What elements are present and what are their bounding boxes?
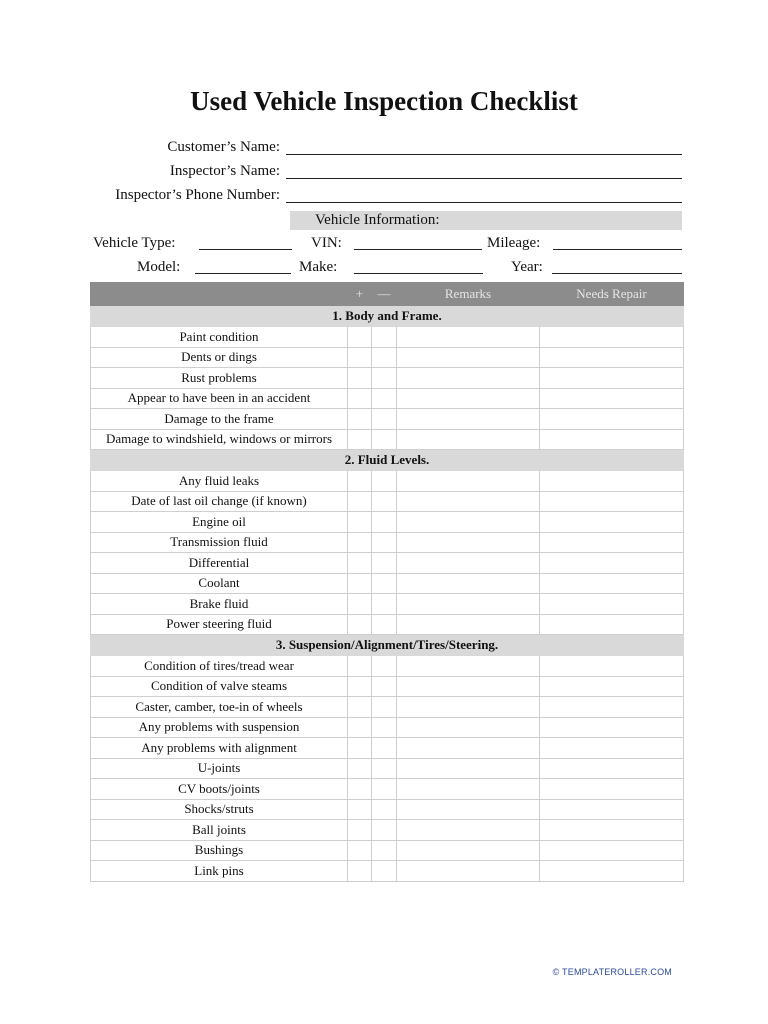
minus-cell[interactable] [372,656,397,677]
needs-repair-cell[interactable] [540,676,684,697]
needs-repair-cell[interactable] [540,532,684,553]
needs-repair-cell[interactable] [540,347,684,368]
minus-cell[interactable] [372,553,397,574]
table-row [91,738,684,759]
needs-repair-cell[interactable] [540,717,684,738]
section-title: 2. Fluid Levels. [91,450,684,471]
minus-cell[interactable] [372,676,397,697]
mileage-label: Mileage: [487,235,541,251]
inspector-phone-field[interactable] [90,182,682,206]
plus-cell[interactable] [348,573,372,594]
mileage-line[interactable] [553,249,682,250]
minus-cell[interactable] [372,471,397,492]
minus-cell[interactable] [372,512,397,533]
table-row [91,861,684,882]
remarks-cell[interactable] [397,409,540,430]
needs-repair-cell[interactable] [540,594,684,615]
needs-repair-cell[interactable] [540,471,684,492]
header-item [91,283,348,306]
remarks-cell[interactable] [397,676,540,697]
needs-repair-cell[interactable] [540,614,684,635]
remarks-cell[interactable] [397,697,540,718]
vehicle-info-spacer [90,211,290,230]
remarks-cell[interactable] [397,512,540,533]
customer-name-line[interactable] [286,154,682,155]
plus-cell[interactable] [348,553,372,574]
remarks-cell[interactable] [397,327,540,348]
plus-cell[interactable] [348,840,372,861]
minus-cell[interactable] [372,840,397,861]
item-label: Power steering fluid [91,614,348,635]
table-header-row [91,283,684,306]
inspector-phone-line[interactable] [286,202,682,203]
needs-repair-cell[interactable] [540,779,684,800]
plus-cell[interactable] [348,738,372,759]
make-label: Make: [299,259,338,275]
minus-cell[interactable] [372,429,397,450]
plus-cell[interactable] [348,409,372,430]
year-label: Year: [511,259,543,275]
table-row [91,799,684,820]
plus-cell[interactable] [348,532,372,553]
needs-repair-cell[interactable] [540,840,684,861]
plus-cell[interactable] [348,327,372,348]
item-label: Brake fluid [91,594,348,615]
inspector-name-line[interactable] [286,178,682,179]
remarks-cell[interactable] [397,429,540,450]
inspection-table [90,282,684,882]
table-row [91,471,684,492]
remarks-cell[interactable] [397,758,540,779]
header-minus: — [372,283,397,306]
table-row [91,327,684,348]
table-row [91,840,684,861]
remarks-cell[interactable] [397,368,540,389]
inspector-name-label: Inspector’s Name: [169,163,280,179]
section-row [91,635,684,656]
vehicle-type-label: Vehicle Type: [93,235,176,251]
minus-cell[interactable] [372,347,397,368]
minus-cell[interactable] [372,532,397,553]
minus-cell[interactable] [372,409,397,430]
remarks-cell[interactable] [397,656,540,677]
make-line[interactable] [354,273,483,274]
minus-cell[interactable] [372,327,397,348]
needs-repair-cell[interactable] [540,738,684,759]
vehicle-type-line[interactable] [199,249,292,250]
footer-copyright: © TEMPLATEROLLER.COM [552,967,672,977]
remarks-cell[interactable] [397,614,540,635]
model-line[interactable] [195,273,291,274]
section-row [91,450,684,471]
minus-cell[interactable] [372,368,397,389]
remarks-cell[interactable] [397,553,540,574]
inspector-name-field[interactable] [90,158,682,182]
customer-name-field[interactable] [90,134,682,158]
table-row [91,409,684,430]
section-title: 1. Body and Frame. [91,306,684,327]
item-label: Ball joints [91,820,348,841]
needs-repair-cell[interactable] [540,388,684,409]
plus-cell[interactable] [348,491,372,512]
vehicle-row-2 [90,256,682,278]
needs-repair-cell[interactable] [540,553,684,574]
item-label: Engine oil [91,512,348,533]
model-label: Model: [137,259,181,275]
header-remarks: Remarks [397,283,540,306]
plus-cell[interactable] [348,758,372,779]
remarks-cell[interactable] [397,388,540,409]
minus-cell[interactable] [372,758,397,779]
plus-cell[interactable] [348,429,372,450]
minus-cell[interactable] [372,861,397,882]
plus-cell[interactable] [348,388,372,409]
vehicle-row-1 [90,232,682,254]
needs-repair-cell[interactable] [540,409,684,430]
remarks-cell[interactable] [397,532,540,553]
plus-cell[interactable] [348,717,372,738]
table-row [91,388,684,409]
table-row [91,758,684,779]
needs-repair-cell[interactable] [540,820,684,841]
remarks-cell[interactable] [397,347,540,368]
table-row [91,717,684,738]
needs-repair-cell[interactable] [540,368,684,389]
section-row [91,306,684,327]
minus-cell[interactable] [372,594,397,615]
remarks-cell[interactable] [397,779,540,800]
item-label: Link pins [91,861,348,882]
item-label: Caster, camber, toe-in of wheels [91,697,348,718]
table-row [91,532,684,553]
item-label: Rust problems [91,368,348,389]
needs-repair-cell[interactable] [540,573,684,594]
vehicle-info-heading: Vehicle Information: [315,212,440,228]
vehicle-info-header [90,211,682,230]
minus-cell[interactable] [372,491,397,512]
plus-cell[interactable] [348,347,372,368]
item-label: Bushings [91,840,348,861]
header-plus: + [348,283,372,306]
plus-cell[interactable] [348,512,372,533]
table-row [91,512,684,533]
plus-cell[interactable] [348,779,372,800]
remarks-cell[interactable] [397,573,540,594]
plus-cell[interactable] [348,799,372,820]
remarks-cell[interactable] [397,840,540,861]
vin-label: VIN: [311,235,342,251]
item-label: Dents or dings [91,347,348,368]
header-needs-repair: Needs Repair [540,283,684,306]
table-row [91,553,684,574]
minus-cell[interactable] [372,820,397,841]
remarks-cell[interactable] [397,717,540,738]
needs-repair-cell[interactable] [540,861,684,882]
item-label: Any problems with suspension [91,717,348,738]
item-label: Coolant [91,573,348,594]
remarks-cell[interactable] [397,820,540,841]
table-row [91,594,684,615]
needs-repair-cell[interactable] [540,491,684,512]
document-title: Used Vehicle Inspection Checklist [190,86,578,116]
minus-cell[interactable] [372,717,397,738]
remarks-cell[interactable] [397,861,540,882]
minus-cell[interactable] [372,779,397,800]
item-label: Damage to the frame [91,409,348,430]
section-title: 3. Suspension/Alignment/Tires/Steering. [91,635,684,656]
needs-repair-cell[interactable] [540,512,684,533]
item-label: Any problems with alignment [91,738,348,759]
minus-cell[interactable] [372,573,397,594]
customer-name-label: Customer’s Name: [167,139,280,155]
needs-repair-cell[interactable] [540,429,684,450]
item-label: Differential [91,553,348,574]
item-label: Damage to windshield, windows or mirrors [91,429,348,450]
table-row [91,697,684,718]
table-row [91,676,684,697]
item-label: Paint condition [91,327,348,348]
item-label: Appear to have been in an accident [91,388,348,409]
item-label: U-joints [91,758,348,779]
plus-cell[interactable] [348,614,372,635]
table-row [91,779,684,800]
item-label: Any fluid leaks [91,471,348,492]
plus-cell[interactable] [348,676,372,697]
vin-line[interactable] [354,249,482,250]
plus-cell[interactable] [348,594,372,615]
plus-cell[interactable] [348,368,372,389]
remarks-cell[interactable] [397,799,540,820]
table-row [91,347,684,368]
minus-cell[interactable] [372,697,397,718]
table-row [91,368,684,389]
remarks-cell[interactable] [397,471,540,492]
needs-repair-cell[interactable] [540,327,684,348]
plus-cell[interactable] [348,820,372,841]
minus-cell[interactable] [372,614,397,635]
plus-cell[interactable] [348,697,372,718]
item-label: Shocks/struts [91,799,348,820]
minus-cell[interactable] [372,799,397,820]
year-line[interactable] [552,273,682,274]
needs-repair-cell[interactable] [540,656,684,677]
plus-cell[interactable] [348,656,372,677]
table-row [91,656,684,677]
item-label: Date of last oil change (if known) [91,491,348,512]
table-row [91,573,684,594]
inspector-phone-label: Inspector’s Phone Number: [115,187,280,203]
minus-cell[interactable] [372,388,397,409]
remarks-cell[interactable] [397,738,540,759]
table-row [91,820,684,841]
needs-repair-cell[interactable] [540,758,684,779]
plus-cell[interactable] [348,471,372,492]
needs-repair-cell[interactable] [540,799,684,820]
plus-cell[interactable] [348,861,372,882]
remarks-cell[interactable] [397,594,540,615]
item-label: CV boots/joints [91,779,348,800]
item-label: Condition of valve steams [91,676,348,697]
item-label: Transmission fluid [91,532,348,553]
table-row [91,491,684,512]
needs-repair-cell[interactable] [540,697,684,718]
table-row [91,429,684,450]
table-row [91,614,684,635]
minus-cell[interactable] [372,738,397,759]
item-label: Condition of tires/tread wear [91,656,348,677]
remarks-cell[interactable] [397,491,540,512]
